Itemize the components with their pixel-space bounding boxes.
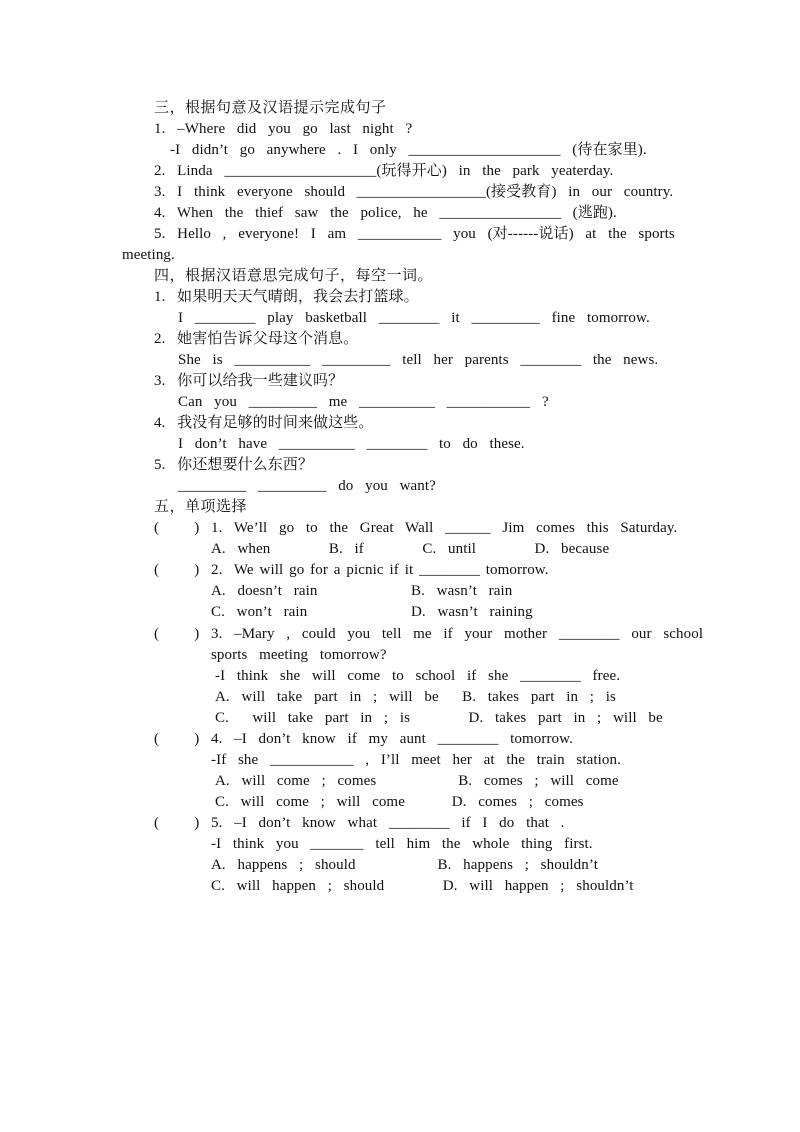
s5-q4-reply: -If she ___________ , I’ll meet her at the train station. [211, 752, 621, 768]
s3-q3-line: 3. I think everyone should _________________(接受教育) in our country. [154, 184, 674, 200]
s5-q2-stem: ( ) 2. We will go for a picnic if it ________ tomorrow. [154, 562, 549, 578]
section-5-title: 五，单项选择 [154, 499, 248, 515]
s5-q4-stem: ( ) 4. –I don’t know if my aunt ________ tomorrow. [154, 731, 573, 747]
s5-q1-options: A. when B. if C. until D. because [211, 541, 610, 557]
s5-q3-options-ab: A. will take part in ; will be B. takes part in ; is [215, 689, 616, 705]
s5-q5-options-ab: A. happens ; should B. happens ; shouldn’t [211, 857, 598, 873]
s4-q2-english: She is __________ _________ tell her parents ________ the news. [178, 352, 659, 368]
s4-q1-english: I ________ play basketball ________ it _________ fine tomorrow. [178, 310, 650, 326]
s5-q4-options-ab: A. will come ; comes B. comes ; will come [215, 773, 619, 789]
s4-q2-chinese: 2. 她害怕告诉父母这个消息。 [154, 331, 359, 347]
s3-q1-answer-line: -I didn’t go anywhere . I only ____________________ (待在家里). [170, 142, 647, 158]
s5-q3-stem: ( ) 3. –Mary , could you tell me if your mother ________ our school [154, 626, 704, 642]
section-3-title: 三，根据句意及汉语提示完成句子 [154, 100, 387, 116]
s5-q1-stem: ( ) 1. We’ll go to the Great Wall ______ Jim comes this Saturday. [154, 520, 678, 536]
section-4-title: 四，根据汉语意思完成句子，每空一词。 [154, 268, 434, 284]
s5-q2-option-d: D. wasn’t raining [411, 604, 533, 620]
s5-q2-option-a: A. doesn’t rain [211, 583, 318, 599]
s5-q3-stem-wrap: sports meeting tomorrow? [211, 647, 387, 663]
s3-q4-line: 4. When the thief saw the police, he ________________ (逃跑). [154, 205, 617, 221]
s5-q5-options-cd: C. will happen ; should D. will happen ; shouldn’t [211, 878, 634, 894]
s5-q4-options-cd: C. will come ; will come D. comes ; comes [215, 794, 584, 810]
s3-q5-line: 5. Hello , everyone! I am ___________ you (对------说话) at the sports [154, 226, 675, 242]
s5-q3-reply: -I think she will come to school if she ________ free. [215, 668, 621, 684]
s3-q5-wrap: meeting. [122, 247, 175, 263]
s4-q4-english: I don’t have __________ ________ to do these. [178, 436, 525, 452]
s5-q5-stem: ( ) 5. –I don’t know what ________ if I do that . [154, 815, 565, 831]
s3-q2-line: 2. Linda ____________________(玩得开心) in the park yeaterday. [154, 163, 614, 179]
s4-q1-chinese: 1. 如果明天天气晴朗，我会去打篮球。 [154, 289, 419, 305]
s4-q4-chinese: 4. 我没有足够的时间来做这些。 [154, 415, 374, 431]
s5-q3-options-cd: C. will take part in ; is D. takes part in ; will be [215, 710, 663, 726]
s4-q5-chinese: 5. 你还想要什么东西？ [154, 457, 314, 473]
s5-q2-option-c: C. won’t rain [211, 604, 308, 620]
s5-q2-option-b: B. wasn’t rain [411, 583, 513, 599]
s5-q5-reply: -I think you _______ tell him the whole thing first. [211, 836, 593, 852]
s3-q1-line: 1. –Where did you go last night ? [154, 121, 413, 137]
s4-q3-chinese: 3. 你可以给我一些建议吗？ [154, 373, 344, 389]
s4-q3-english: Can you _________ me __________ ___________ ? [178, 394, 549, 410]
s4-q5-english: _________ _________ do you want? [178, 478, 436, 494]
